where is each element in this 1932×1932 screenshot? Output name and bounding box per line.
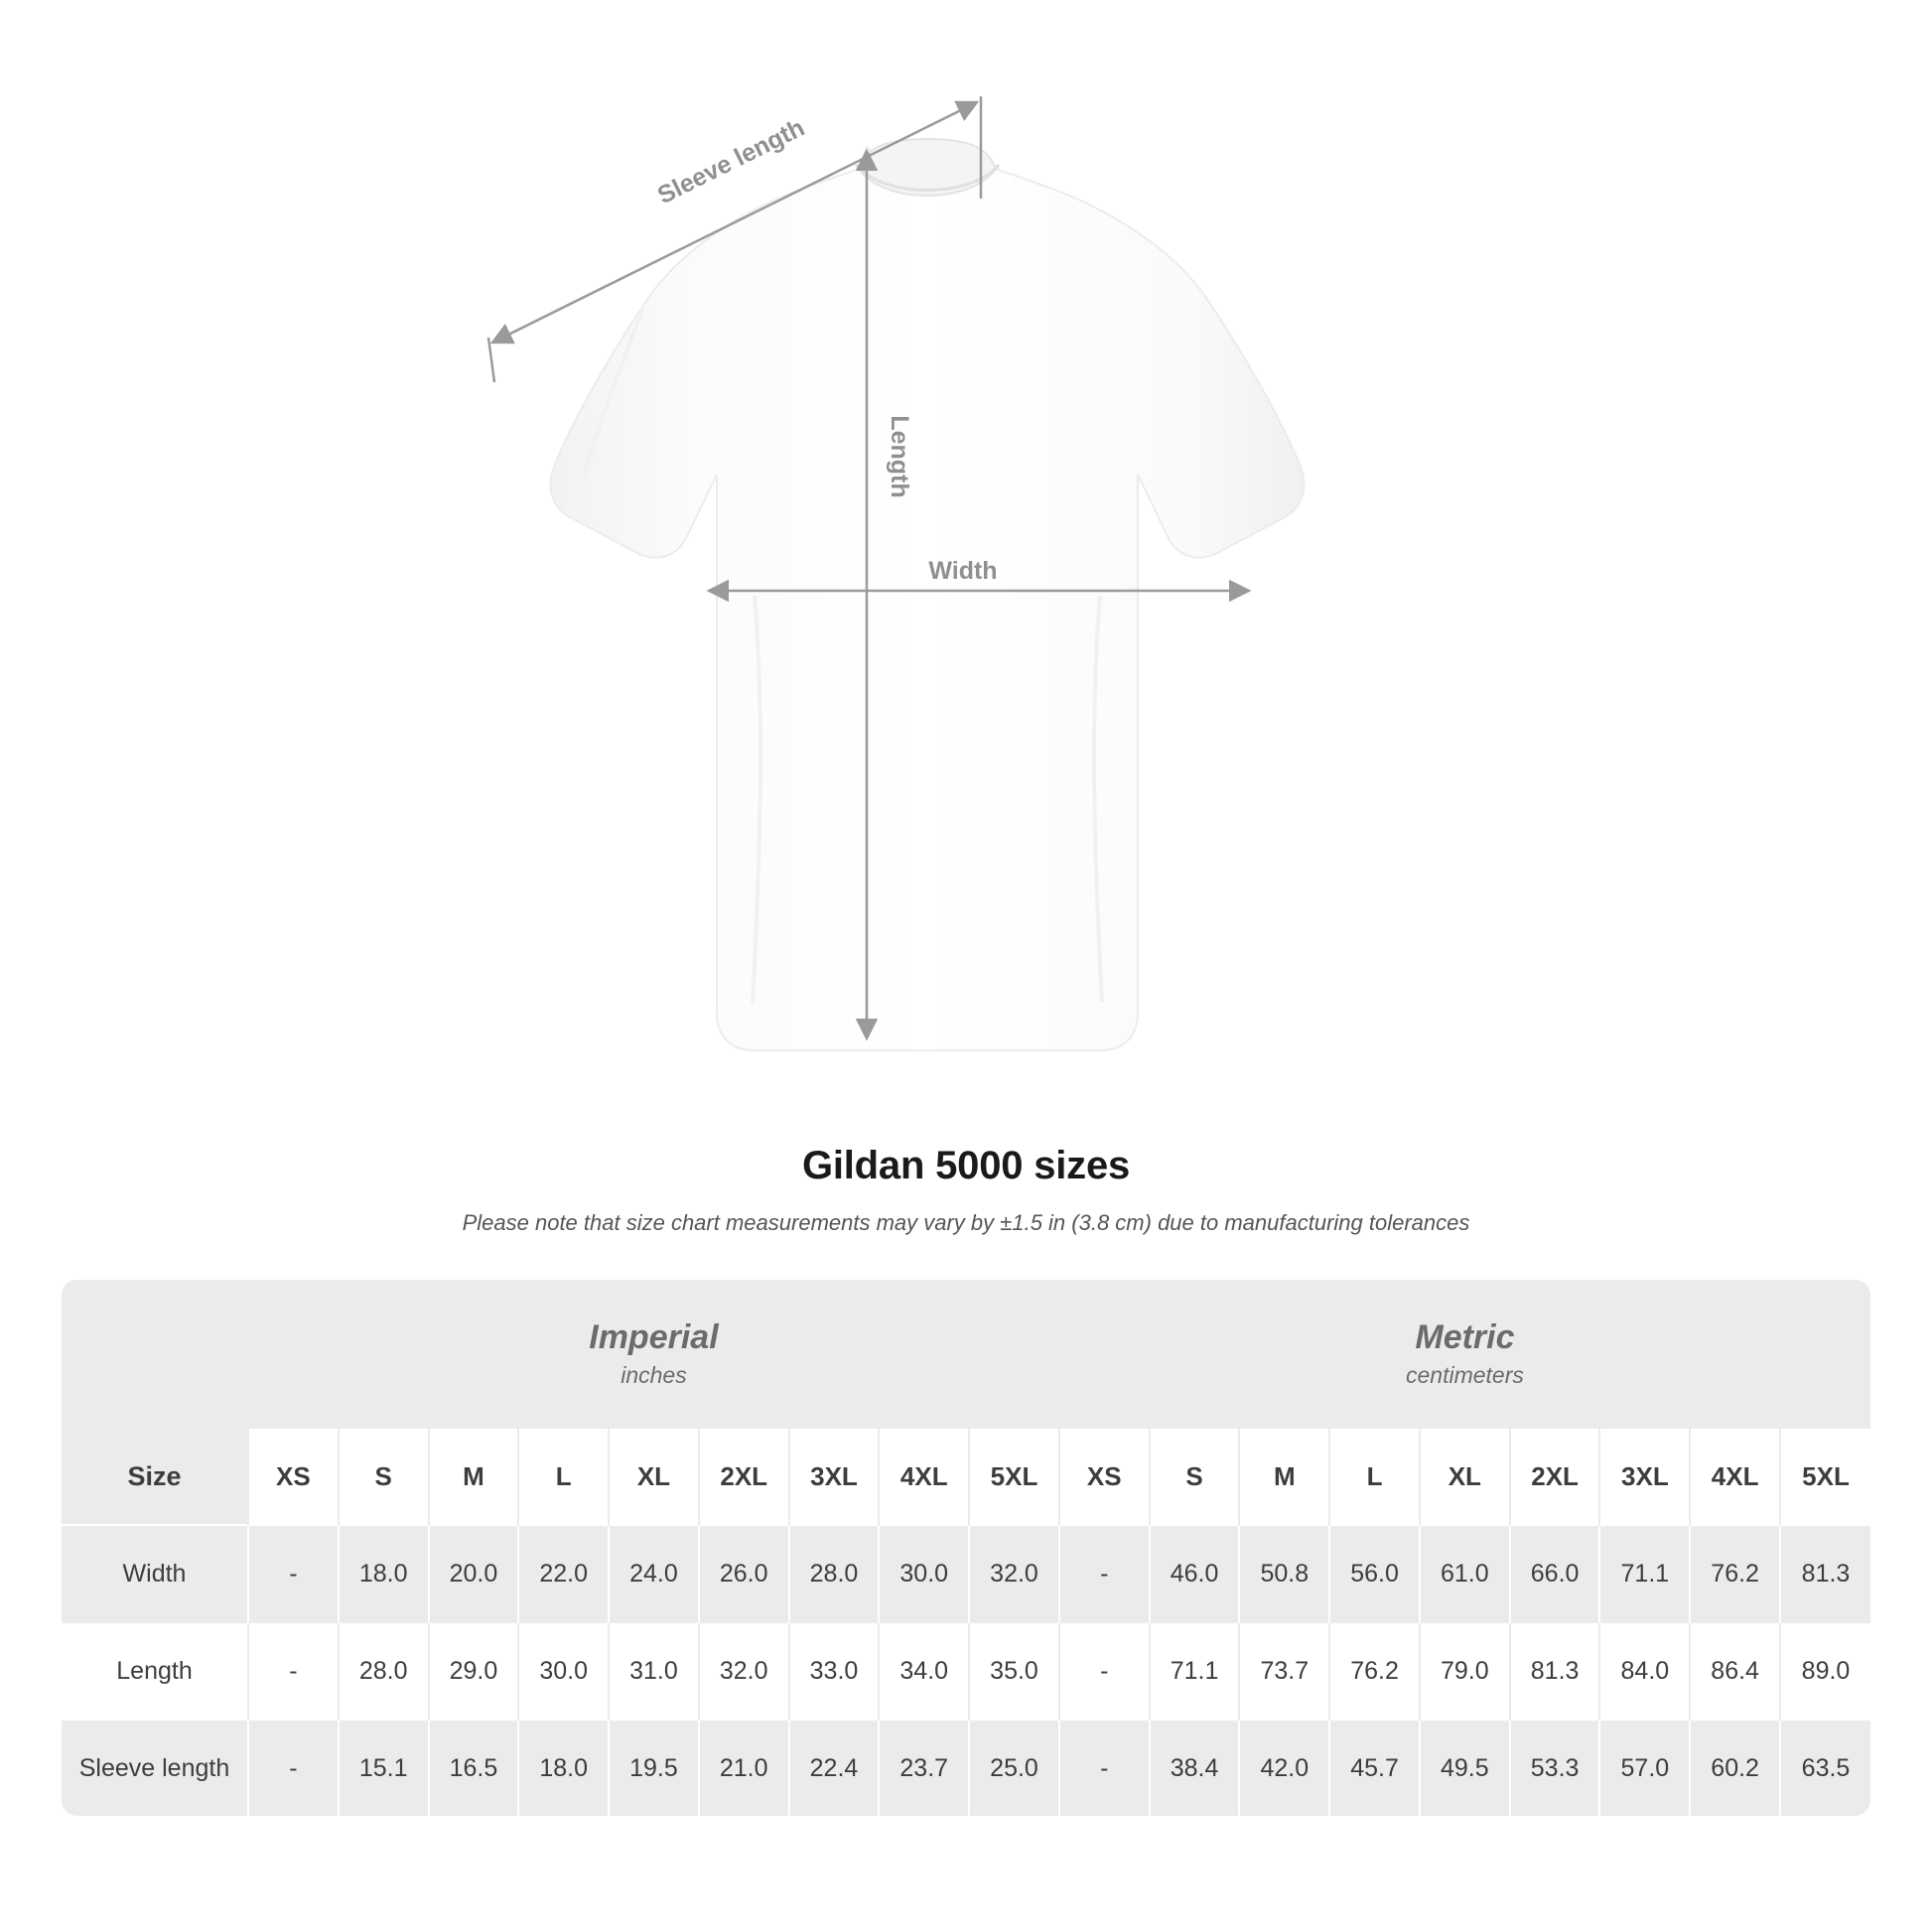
size-header-5xl-imperial: 5XL (969, 1429, 1059, 1525)
unit-metric-cell (1059, 1280, 1870, 1429)
cell-length-met-2: 73.7 (1239, 1622, 1329, 1720)
cell-width-imp-3: 22.0 (518, 1525, 609, 1622)
cell-sleeve-imp-1: 15.1 (339, 1720, 429, 1816)
cell-length-imp-8: 35.0 (969, 1622, 1059, 1720)
cell-sleeve-imp-7: 23.7 (879, 1720, 969, 1816)
size-header-m-imperial: M (429, 1429, 519, 1525)
size-table (62, 1280, 1870, 1816)
size-header-s-imperial: S (339, 1429, 429, 1525)
cell-length-met-4: 79.0 (1420, 1622, 1510, 1720)
size-header-xl-metric: XL (1420, 1429, 1510, 1525)
cell-length-met-1: 71.1 (1150, 1622, 1240, 1720)
tolerance-note: Please note that size chart measurements may vary by ±1.5 in (3.8 cm) due to manufacturing tolerances (462, 1210, 1470, 1235)
cell-sleeve-met-8: 63.5 (1780, 1720, 1870, 1816)
cell-width-met-8: 81.3 (1780, 1525, 1870, 1622)
cell-length-imp-0: - (248, 1622, 339, 1720)
cell-width-met-7: 76.2 (1690, 1525, 1780, 1622)
length-label: Length (886, 415, 913, 498)
cell-width-met-1: 46.0 (1150, 1525, 1240, 1622)
cell-width-imp-0: - (248, 1525, 339, 1622)
table-row (62, 1720, 1870, 1816)
size-header-xs-imperial: XS (248, 1429, 339, 1525)
cell-width-met-4: 61.0 (1420, 1525, 1510, 1622)
cell-sleeve-met-7: 60.2 (1690, 1720, 1780, 1816)
unit-imperial-cell (248, 1280, 1059, 1429)
cell-length-met-7: 86.4 (1690, 1622, 1780, 1720)
cell-width-met-0: - (1059, 1525, 1150, 1622)
cell-length-imp-3: 30.0 (518, 1622, 609, 1720)
sleeve-length-label: Sleeve length (653, 113, 809, 210)
size-header-xl-imperial: XL (609, 1429, 699, 1525)
size-header-2xl-imperial: 2XL (699, 1429, 789, 1525)
cell-sleeve-imp-6: 22.4 (789, 1720, 880, 1816)
size-table-wrapper (62, 1280, 1870, 1816)
cell-length-met-6: 84.0 (1599, 1622, 1690, 1720)
size-header-xs-metric: XS (1059, 1429, 1150, 1525)
table-row (62, 1525, 1870, 1622)
cell-width-imp-5: 26.0 (699, 1525, 789, 1622)
cell-width-met-5: 66.0 (1510, 1525, 1600, 1622)
tshirt-shape (551, 139, 1305, 1050)
cell-width-imp-1: 18.0 (339, 1525, 429, 1622)
unit-metric-name: Metric (1415, 1317, 1515, 1356)
size-header-m-metric: M (1239, 1429, 1329, 1525)
cell-width-imp-8: 32.0 (969, 1525, 1059, 1622)
cell-length-imp-4: 31.0 (609, 1622, 699, 1720)
cell-sleeve-met-0: - (1059, 1720, 1150, 1816)
cell-sleeve-met-6: 57.0 (1599, 1720, 1690, 1816)
cell-width-imp-4: 24.0 (609, 1525, 699, 1622)
unit-imperial-sub: inches (621, 1362, 687, 1388)
row-label-length: Length (62, 1622, 248, 1720)
cell-width-met-6: 71.1 (1599, 1525, 1690, 1622)
cell-sleeve-met-2: 42.0 (1239, 1720, 1329, 1816)
cell-length-imp-5: 32.0 (699, 1622, 789, 1720)
unit-metric-sub: centimeters (1406, 1362, 1524, 1388)
cell-sleeve-imp-4: 19.5 (609, 1720, 699, 1816)
cell-length-imp-2: 29.0 (429, 1622, 519, 1720)
cell-length-met-3: 76.2 (1329, 1622, 1420, 1720)
size-header-l-metric: L (1329, 1429, 1420, 1525)
width-label: Width (928, 557, 998, 585)
cell-sleeve-imp-5: 21.0 (699, 1720, 789, 1816)
cell-sleeve-imp-3: 18.0 (518, 1720, 609, 1816)
cell-length-met-8: 89.0 (1780, 1622, 1870, 1720)
cell-sleeve-imp-8: 25.0 (969, 1720, 1059, 1816)
cell-width-imp-6: 28.0 (789, 1525, 880, 1622)
size-header-4xl-metric: 4XL (1690, 1429, 1780, 1525)
size-header-3xl-imperial: 3XL (789, 1429, 880, 1525)
size-header-s-metric: S (1150, 1429, 1240, 1525)
cell-width-imp-7: 30.0 (879, 1525, 969, 1622)
cell-sleeve-imp-0: - (248, 1720, 339, 1816)
cell-length-met-5: 81.3 (1510, 1622, 1600, 1720)
unit-spacer-cell (62, 1280, 248, 1429)
cell-sleeve-met-5: 53.3 (1510, 1720, 1600, 1816)
unit-imperial-name: Imperial (589, 1317, 719, 1356)
size-header-3xl-metric: 3XL (1599, 1429, 1690, 1525)
cell-sleeve-met-1: 38.4 (1150, 1720, 1240, 1816)
page-title: Gildan 5000 sizes (801, 1144, 1131, 1187)
size-header-row (62, 1429, 1870, 1525)
cell-length-imp-6: 33.0 (789, 1622, 880, 1720)
size-header-5xl-metric: 5XL (1780, 1429, 1870, 1525)
size-header-l-imperial: L (518, 1429, 609, 1525)
cell-length-imp-1: 28.0 (339, 1622, 429, 1720)
size-header-2xl-metric: 2XL (1510, 1429, 1600, 1525)
cell-length-imp-7: 34.0 (879, 1622, 969, 1720)
cell-length-met-0: - (1059, 1622, 1150, 1720)
size-header-label: Size (62, 1429, 248, 1525)
unit-header-row (62, 1280, 1870, 1429)
cell-width-imp-2: 20.0 (429, 1525, 519, 1622)
cell-width-met-2: 50.8 (1239, 1525, 1329, 1622)
cell-sleeve-met-4: 49.5 (1420, 1720, 1510, 1816)
row-label-width: Width (62, 1525, 248, 1622)
table-row (62, 1622, 1870, 1720)
cell-width-met-3: 56.0 (1329, 1525, 1420, 1622)
cell-sleeve-met-3: 45.7 (1329, 1720, 1420, 1816)
row-label-sleeve-length: Sleeve length (62, 1720, 248, 1816)
cell-sleeve-imp-2: 16.5 (429, 1720, 519, 1816)
size-header-4xl-imperial: 4XL (879, 1429, 969, 1525)
